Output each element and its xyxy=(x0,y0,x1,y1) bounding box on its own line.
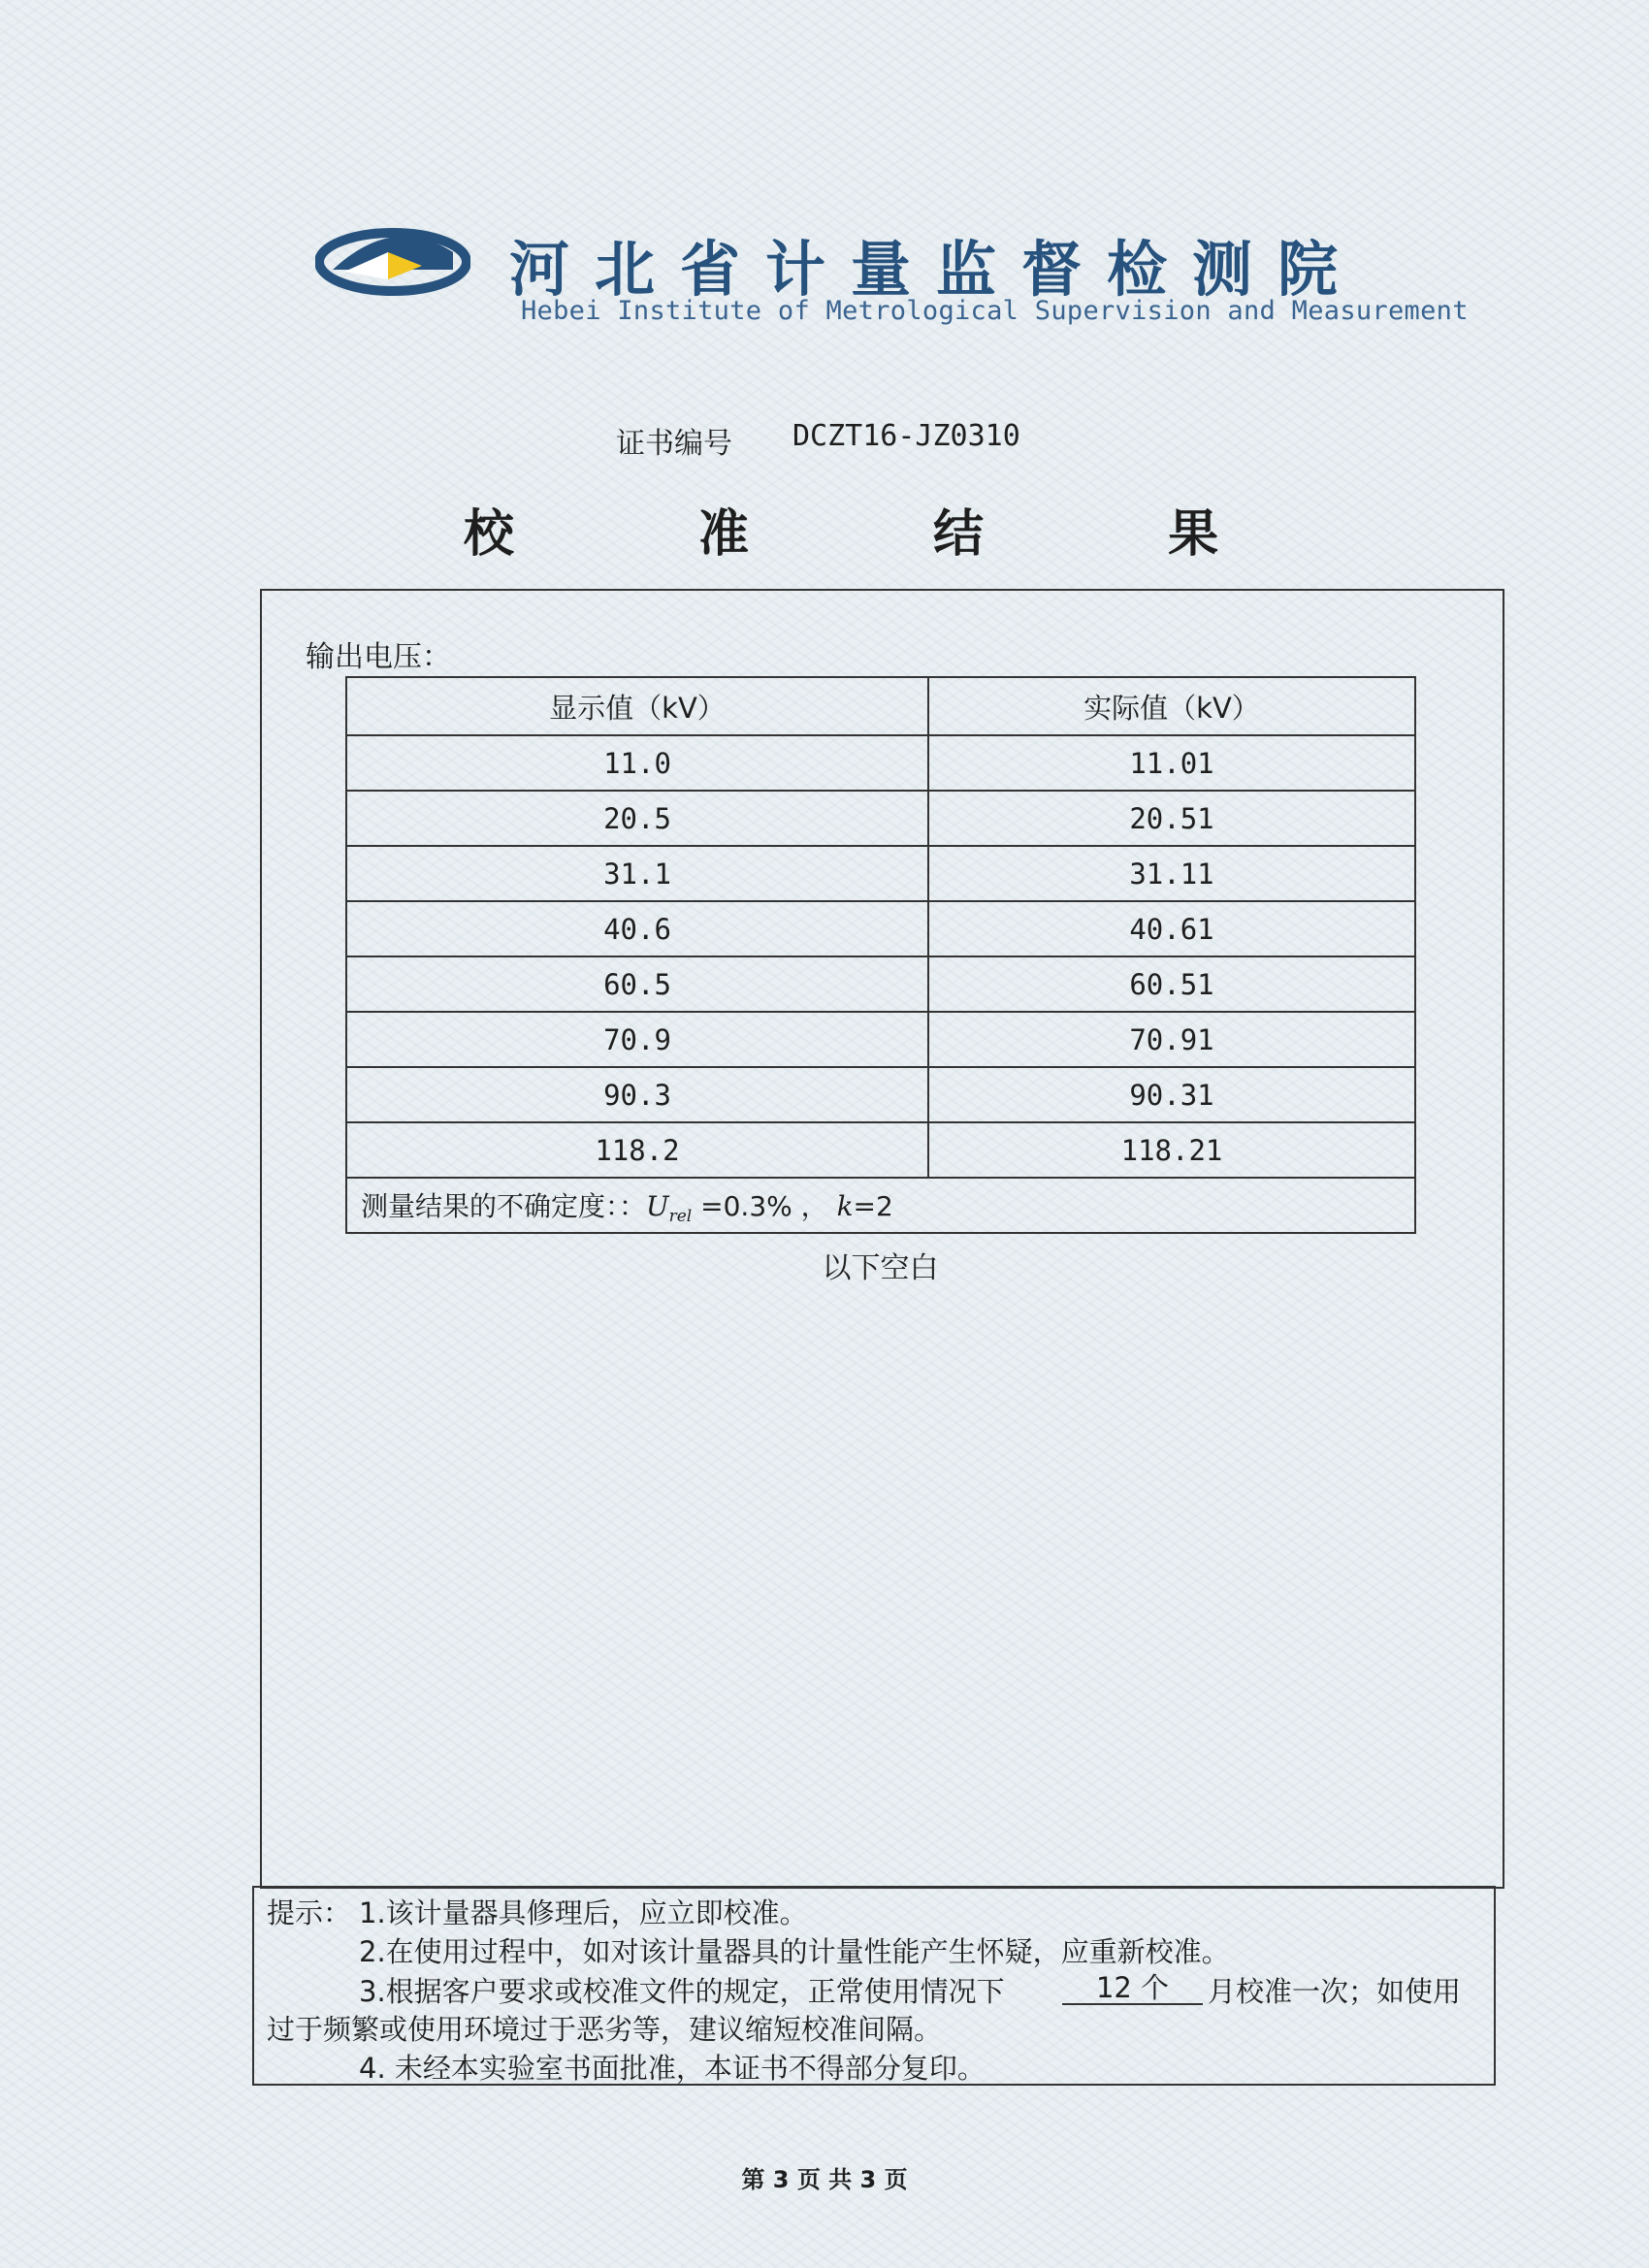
table-row xyxy=(346,846,1415,901)
note-1: 1.该计量器具修理后，应立即校准。 xyxy=(359,1896,808,1929)
note-3-part-1: 3.根据客户要求或校准文件的规定，正常使用情况下 xyxy=(359,1975,1005,2008)
table-header-row xyxy=(346,677,1415,735)
table-row xyxy=(346,1122,1415,1178)
note-3-part-2: 月校准一次；如使用 xyxy=(1208,1975,1462,2008)
note-2: 2.在使用过程中，如对该计量器具的计量性能产生怀疑，应重新校准。 xyxy=(359,1935,1230,1968)
actual-value-cell: 118.21 xyxy=(928,1122,1415,1178)
uncertainty-row xyxy=(346,1178,1415,1233)
display-value-cell: 118.2 xyxy=(346,1122,928,1178)
header-actual-value: 实际值（kV） xyxy=(928,677,1415,735)
uncertainty-label: 测量结果的不确定度：： xyxy=(361,1189,647,1222)
table-row xyxy=(346,735,1415,791)
uncertainty-cell xyxy=(346,1178,1415,1233)
institute-name-cn: 河北省计量监督检测院 xyxy=(509,234,1364,305)
note-4: 4. 未经本实验室书面批准，本证书不得部分复印。 xyxy=(359,2052,986,2085)
page-number: 第 3 页 共 3 页 xyxy=(741,2166,908,2193)
table-row xyxy=(346,791,1415,846)
uncertainty-subscript: rel xyxy=(668,1206,693,1226)
coverage-factor-value: =2 xyxy=(853,1189,893,1222)
display-value-cell: 60.5 xyxy=(346,956,928,1012)
table-row xyxy=(346,1067,1415,1122)
note-3-part-3: 过于频繁或使用环境过于恶劣等，建议缩短校准间隔。 xyxy=(267,2013,943,2046)
certificate-number: DCZT16-JZ0310 xyxy=(792,419,1020,453)
table-row xyxy=(346,901,1415,956)
uncertainty-symbol: U xyxy=(646,1189,669,1222)
actual-value-cell: 31.11 xyxy=(928,846,1415,901)
actual-value-cell: 11.01 xyxy=(928,735,1415,791)
notes-prefix: 提示： xyxy=(267,1896,352,1929)
page-title: 校 准 结 果 xyxy=(463,505,1303,564)
actual-value-cell: 90.31 xyxy=(928,1067,1415,1122)
blank-below-note: 以下空白 xyxy=(822,1251,939,1285)
institute-logo-icon xyxy=(315,223,470,301)
table-row xyxy=(346,956,1415,1012)
section-label: 输出电压： xyxy=(306,640,451,674)
display-value-cell: 70.9 xyxy=(346,1012,928,1067)
certificate-number-label: 证书编号 xyxy=(616,427,732,461)
header-display-value: 显示值（kV） xyxy=(346,677,928,735)
display-value-cell: 11.0 xyxy=(346,735,928,791)
actual-value-cell: 40.61 xyxy=(928,901,1415,956)
display-value-cell: 40.6 xyxy=(346,901,928,956)
actual-value-cell: 60.51 xyxy=(928,956,1415,1012)
table-row xyxy=(346,1012,1415,1067)
calibration-period: 12 个 xyxy=(1062,1970,1203,2005)
results-table xyxy=(345,676,1416,1234)
uncertainty-value: =0.3% ， xyxy=(692,1189,828,1222)
display-value-cell: 20.5 xyxy=(346,791,928,846)
institute-name-en: Hebei Institute of Metrological Supervision and Measurement xyxy=(521,296,1469,326)
coverage-factor-symbol: k xyxy=(836,1189,854,1222)
display-value-cell: 31.1 xyxy=(346,846,928,901)
actual-value-cell: 70.91 xyxy=(928,1012,1415,1067)
actual-value-cell: 20.51 xyxy=(928,791,1415,846)
display-value-cell: 90.3 xyxy=(346,1067,928,1122)
